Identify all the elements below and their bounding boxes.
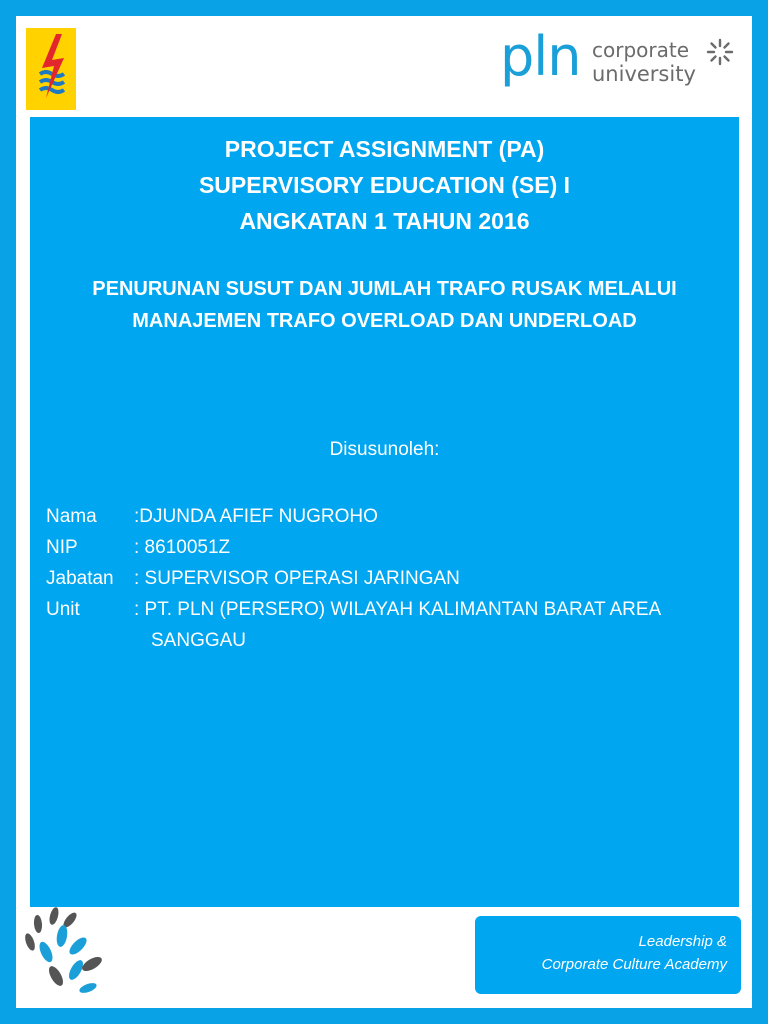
cu-logo-corporate: corporate <box>592 38 690 62</box>
unit-label: Unit <box>46 599 80 620</box>
jabatan-value: : SUPERVISOR OPERASI JARINGAN <box>134 568 460 589</box>
title-line-3: ANGKATAN 1 TAHUN 2016 <box>239 208 530 234</box>
unit-value-continued: SANGGAU <box>151 630 247 651</box>
corporate-university-logo <box>500 25 740 102</box>
subtitle-line-2: MANAJEMEN TRAFO OVERLOAD DAN UNDERLOAD <box>132 310 637 332</box>
title-line-2: SUPERVISORY EDUCATION (SE) I <box>198 172 571 198</box>
nip-value: : 8610051Z <box>134 537 231 558</box>
info-row-unit <box>46 594 736 625</box>
cu-logo-university: university <box>592 62 696 86</box>
info-row-nama <box>46 501 736 532</box>
author-info <box>46 501 736 656</box>
header <box>16 16 752 116</box>
document-subtitle <box>30 273 739 337</box>
document-title <box>30 131 739 239</box>
info-row-nip <box>46 532 736 563</box>
starburst-icon <box>706 38 734 66</box>
nama-label: Nama <box>46 506 97 527</box>
badge-line-2: Corporate Culture Academy <box>541 956 727 973</box>
academy-badge <box>475 916 741 994</box>
nama-value: :DJUNDA AFIEF NUGROHO <box>134 506 378 527</box>
subtitle-line-1: PENURUNAN SUSUT DAN JUMLAH TRAFO RUSAK MELALUI <box>92 278 677 300</box>
pln-lightning-icon <box>26 28 76 110</box>
nip-label: NIP <box>46 537 78 558</box>
info-row-jabatan <box>46 563 736 594</box>
cu-logo-pln: pln <box>500 25 581 88</box>
title-line-1: PROJECT ASSIGNMENT (PA) <box>224 136 545 162</box>
badge-line-1: Leadership & <box>638 933 727 950</box>
jabatan-label: Jabatan <box>46 568 114 589</box>
unit-value: : PT. PLN (PERSERO) WILAYAH KALIMANTAN BARAT AREA <box>134 599 662 620</box>
title-panel <box>30 117 739 907</box>
authored-by-label: Disusunoleh: <box>329 439 440 460</box>
decorative-swirl-icon <box>16 906 136 1006</box>
